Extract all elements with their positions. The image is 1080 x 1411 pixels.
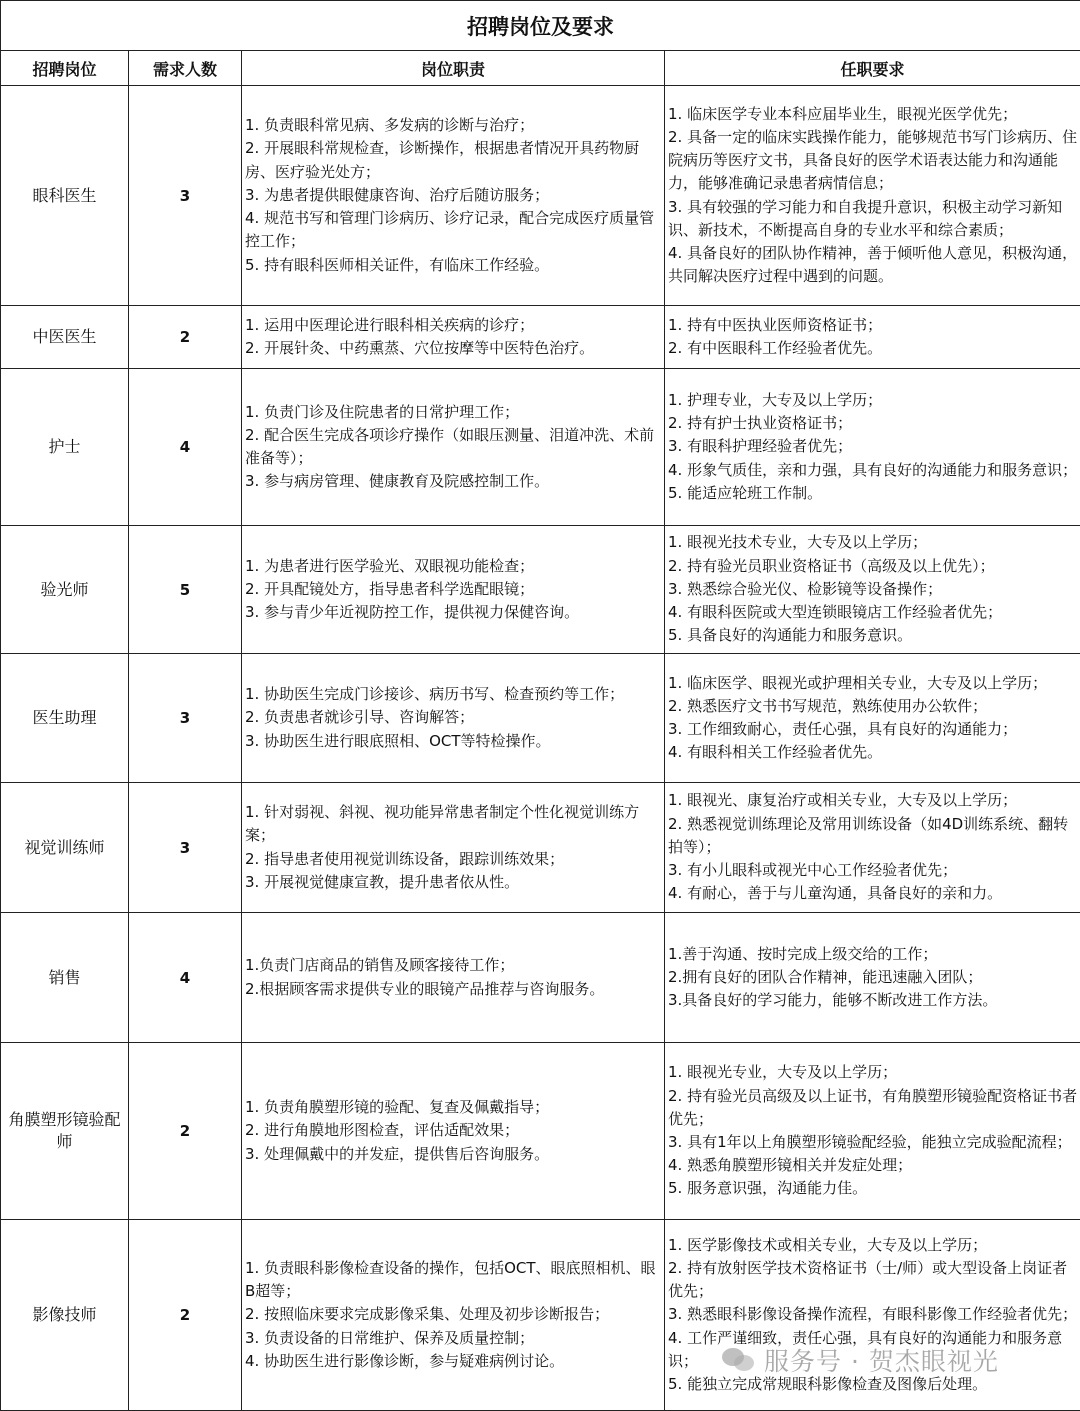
duty-item: 3. 协助医生进行眼底照相、OCT等特检操作。 [245, 730, 662, 753]
header-requirements: 任职要求 [665, 51, 1080, 86]
headcount: 2 [129, 1043, 242, 1220]
requirement-item: 5. 具备良好的沟通能力和服务意识。 [668, 624, 1078, 647]
duties-cell [242, 1220, 665, 1411]
duties-cell [242, 369, 665, 526]
requirements-cell [665, 1220, 1080, 1411]
requirement-item: 1. 眼视光、康复治疗或相关专业，大专及以上学历； [668, 789, 1078, 812]
duty-item: 2. 开展针灸、中药熏蒸、穴位按摩等中医特色治疗。 [245, 337, 662, 360]
duties-cell [242, 306, 665, 369]
duty-item: 1. 负责门诊及住院患者的日常护理工作； [245, 401, 662, 424]
headcount: 3 [129, 654, 242, 783]
position-name: 医生助理 [1, 654, 129, 783]
requirement-item: 4. 熟悉角膜塑形镜相关并发症处理； [668, 1154, 1078, 1177]
requirement-item: 1. 临床医学专业本科应届毕业生，眼视光医学优先； [668, 103, 1078, 126]
watermark-text: 服务号 · 贺杰眼视光 [764, 1342, 999, 1378]
duty-item: 1. 针对弱视、斜视、视功能异常患者制定个性化视觉训练方案； [245, 801, 662, 847]
duties-cell [242, 783, 665, 913]
table-row [1, 654, 1080, 783]
requirements-cell [665, 306, 1080, 369]
table-row [1, 1220, 1080, 1411]
duty-item: 2. 开具配镜处方，指导患者科学选配眼镜； [245, 578, 662, 601]
requirement-item: 1. 持有中医执业医师资格证书； [668, 314, 1078, 337]
duty-item: 2. 进行角膜地形图检查，评估适配效果； [245, 1119, 662, 1142]
position-name: 销售 [1, 913, 129, 1043]
requirement-item: 3. 工作细致耐心，责任心强，具有良好的沟通能力； [668, 718, 1078, 741]
requirement-item: 3. 有小儿眼科或视光中心工作经验者优先； [668, 859, 1078, 882]
headcount: 2 [129, 306, 242, 369]
requirement-item: 2. 持有护士执业资格证书； [668, 412, 1078, 435]
requirement-item: 3. 有眼科护理经验者优先； [668, 435, 1078, 458]
duty-item: 2. 配合医生完成各项诊疗操作（如眼压测量、泪道冲洗、术前准备等）； [245, 424, 662, 470]
header-row [1, 51, 1080, 86]
header-position: 招聘岗位 [1, 51, 129, 86]
duty-item: 2. 开展眼科常规检查，诊断操作，根据患者情况开具药物厨房、医疗验光处方； [245, 137, 662, 183]
position-name: 视觉训练师 [1, 783, 129, 913]
headcount: 4 [129, 369, 242, 526]
requirement-item: 5. 服务意识强，沟通能力佳。 [668, 1177, 1078, 1200]
requirement-item: 2. 持有验光员高级及以上证书，有角膜塑形镜验配资格证书者优先； [668, 1085, 1078, 1131]
duty-item: 1. 负责眼科常见病、多发病的诊断与治疗； [245, 114, 662, 137]
requirements-cell [665, 369, 1080, 526]
requirement-item: 3. 熟悉综合验光仪、检影镜等设备操作； [668, 578, 1078, 601]
requirement-item: 2. 具备一定的临床实践操作能力，能够规范书写门诊病历、住院病历等医疗文书，具备良好的医学术语表达能力和沟通能力，能够准确记录患者病情信息； [668, 126, 1078, 196]
duty-item: 4. 规范书写和管理门诊病历、诊疗记录，配合完成医疗质量管控工作； [245, 207, 662, 253]
duties-cell [242, 913, 665, 1043]
requirement-item: 1. 眼视光专业，大专及以上学历； [668, 1061, 1078, 1084]
requirement-item: 4. 有耐心，善于与儿童沟通，具备良好的亲和力。 [668, 882, 1078, 905]
duty-item: 3. 处理佩戴中的并发症，提供售后咨询服务。 [245, 1143, 662, 1166]
table-row [1, 526, 1080, 654]
requirement-item: 1. 眼视光技术专业，大专及以上学历； [668, 531, 1078, 554]
requirements-cell [665, 783, 1080, 913]
requirement-item: 4. 有眼科相关工作经验者优先。 [668, 741, 1078, 764]
requirement-item: 1. 医学影像技术或相关专业，大专及以上学历； [668, 1234, 1078, 1257]
position-name: 中医医生 [1, 306, 129, 369]
table-title: 招聘岗位及要求 [1, 1, 1080, 51]
requirement-item: 3. 具有较强的学习能力和自我提升意识，积极主动学习新知识、新技术，不断提高自身的专业水平和综合素质； [668, 196, 1078, 242]
header-count: 需求人数 [129, 51, 242, 86]
duty-item: 3. 参与青少年近视防控工作，提供视力保健咨询。 [245, 601, 662, 624]
duty-item: 3. 参与病房管理、健康教育及院感控制工作。 [245, 470, 662, 493]
requirement-item: 4. 具备良好的团队协作精神，善于倾听他人意见，积极沟通，共同解决医疗过程中遇到的问题。 [668, 242, 1078, 288]
requirement-item: 2. 持有放射医学技术资格证书（士/师）或大型设备上岗证者优先； [668, 1257, 1078, 1303]
requirement-item: 1. 临床医学、眼视光或护理相关专业，大专及以上学历； [668, 672, 1078, 695]
requirement-item: 2.拥有良好的团队合作精神，能迅速融入团队； [668, 966, 1078, 989]
requirement-item: 4. 形象气质佳，亲和力强，具有良好的沟通能力和服务意识； [668, 459, 1078, 482]
requirement-item: 4. 有眼科医院或大型连锁眼镜店工作经验者优先； [668, 601, 1078, 624]
duty-item: 1. 负责眼科影像检查设备的操作，包括OCT、眼底照相机、眼B超等； [245, 1257, 662, 1303]
requirements-cell [665, 86, 1080, 306]
duties-cell [242, 526, 665, 654]
duty-item: 2. 指导患者使用视觉训练设备，跟踪训练效果； [245, 848, 662, 871]
position-name: 眼科医生 [1, 86, 129, 306]
header-duties: 岗位职责 [242, 51, 665, 86]
table-row [1, 783, 1080, 913]
requirement-item: 3.具备良好的学习能力，能够不断改进工作方法。 [668, 989, 1078, 1012]
duty-item: 3. 负责设备的日常维护、保养及质量控制； [245, 1327, 662, 1350]
headcount: 4 [129, 913, 242, 1043]
headcount: 2 [129, 1220, 242, 1411]
position-name: 角膜塑形镜验配师 [1, 1043, 129, 1220]
table-row [1, 306, 1080, 369]
headcount: 3 [129, 86, 242, 306]
headcount: 5 [129, 526, 242, 654]
table-row [1, 913, 1080, 1043]
requirement-item: 1.善于沟通、按时完成上级交给的工作； [668, 943, 1078, 966]
position-name: 验光师 [1, 526, 129, 654]
duty-item: 2.根据顾客需求提供专业的眼镜产品推荐与咨询服务。 [245, 978, 662, 1001]
requirements-cell [665, 654, 1080, 783]
table-row [1, 1043, 1080, 1220]
duty-item: 1. 为患者进行医学验光、双眼视功能检查； [245, 555, 662, 578]
requirement-item: 2. 持有验光员职业资格证书（高级及以上优先）； [668, 555, 1078, 578]
duty-item: 3. 开展视觉健康宣教，提升患者依从性。 [245, 871, 662, 894]
duty-item: 3. 为患者提供眼健康咨询、治疗后随访服务； [245, 184, 662, 207]
requirement-item: 3. 具有1年以上角膜塑形镜验配经验，能独立完成验配流程； [668, 1131, 1078, 1154]
table-row [1, 86, 1080, 306]
duties-cell [242, 1043, 665, 1220]
duties-cell [242, 86, 665, 306]
duty-item: 2. 按照临床要求完成影像采集、处理及初步诊断报告； [245, 1303, 662, 1326]
position-name: 护士 [1, 369, 129, 526]
position-name: 影像技师 [1, 1220, 129, 1411]
requirements-cell [665, 526, 1080, 654]
duty-item: 1.负责门店商品的销售及顾客接待工作； [245, 954, 662, 977]
requirement-item: 4. 工作严谨细致，责任心强，具有良好的沟通能力和服务意识； [668, 1327, 1078, 1373]
requirements-cell [665, 913, 1080, 1043]
duty-item: 5. 持有眼科医师相关证件，有临床工作经验。 [245, 254, 662, 277]
table-row [1, 369, 1080, 526]
duty-item: 1. 负责角膜塑形镜的验配、复查及佩戴指导； [245, 1096, 662, 1119]
requirement-item: 5. 能独立完成常规眼科影像检查及图像后处理。 [668, 1373, 1078, 1396]
requirements-cell [665, 1043, 1080, 1220]
requirement-item: 5. 能适应轮班工作制。 [668, 482, 1078, 505]
requirement-item: 3. 熟悉眼科影像设备操作流程，有眼科影像工作经验者优先； [668, 1303, 1078, 1326]
requirement-item: 2. 熟悉医疗文书书写规范，熟练使用办公软件； [668, 695, 1078, 718]
duty-item: 1. 运用中医理论进行眼科相关疾病的诊疗； [245, 314, 662, 337]
duty-item: 4. 协助医生进行影像诊断，参与疑难病例讨论。 [245, 1350, 662, 1373]
headcount: 3 [129, 783, 242, 913]
duties-cell [242, 654, 665, 783]
requirement-item: 2. 熟悉视觉训练理论及常用训练设备（如4D训练系统、翻转拍等）； [668, 813, 1078, 859]
requirement-item: 2. 有中医眼科工作经验者优先。 [668, 337, 1078, 360]
duty-item: 2. 负责患者就诊引导、咨询解答； [245, 706, 662, 729]
duty-item: 1. 协助医生完成门诊接诊、病历书写、检查预约等工作； [245, 683, 662, 706]
requirement-item: 1. 护理专业，大专及以上学历； [668, 389, 1078, 412]
